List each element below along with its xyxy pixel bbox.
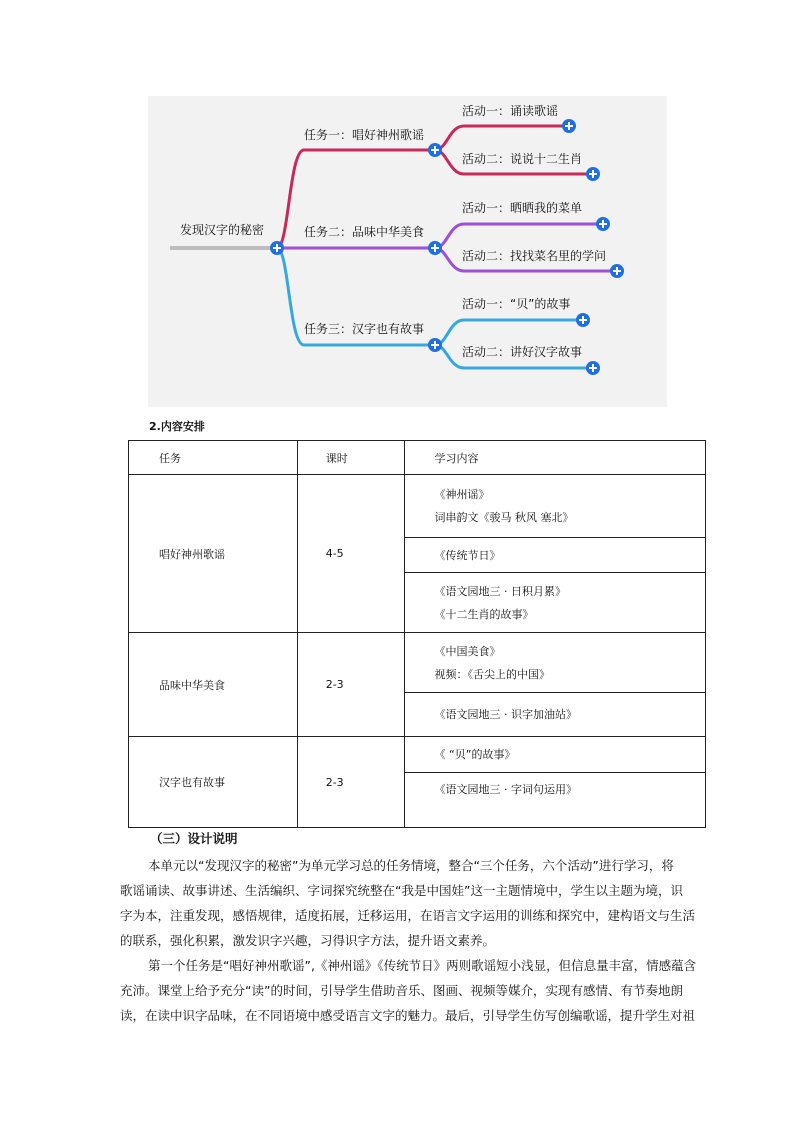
content-line: 《传统节日》: [434, 548, 501, 562]
content-cell: [404, 693, 705, 737]
design-paragraph-1: [120, 853, 696, 953]
paragraph-line: 的联系，强化积累，激发识字兴趣，习得识字方法，提升语文素养。: [120, 933, 496, 948]
content-line: 《中国美食》: [434, 644, 501, 658]
content-line: 《 “贝”的故事》: [434, 748, 516, 761]
activity-2-2-expand-icon: [610, 264, 624, 278]
hours-cell: 2-3: [297, 737, 404, 828]
activity-1-2-expand-icon: [586, 167, 600, 181]
task3-expand-icon: [428, 338, 442, 352]
task-cell: 汉字也有故事: [129, 737, 298, 828]
activity-1-1-expand-icon: [562, 119, 576, 133]
paragraph-line: 歌谣诵读、故事讲述、生活编织、字词探究统整在“我是中国娃”这一主题情境中，学生以主题为境，识: [120, 883, 683, 898]
task-3-node[interactable]: 任务三：汉字也有故事: [304, 322, 425, 336]
header-hours: 课时: [297, 441, 404, 475]
task-cell: 品味中华美食: [129, 633, 298, 737]
mind-map: [148, 96, 667, 407]
activity-3-1-node[interactable]: 活动一：“贝”的故事: [462, 297, 571, 311]
content-line: 《神州谣》: [434, 488, 490, 501]
hours-cell: 2-3: [297, 633, 404, 737]
activity-3-2-node[interactable]: 活动二：讲好汉字故事: [462, 345, 583, 359]
content-cell: [404, 633, 705, 693]
task-1-node[interactable]: 任务一：唱好神州歌谣: [304, 128, 425, 142]
content-cell: [404, 573, 705, 633]
content-cell: [404, 773, 705, 828]
header-content: 学习内容: [404, 441, 705, 475]
activity-1-2-node[interactable]: 活动二：说说十二生肖: [462, 152, 583, 166]
paragraph-line: 充沛。课堂上给予充分“读”的时间，引导学生借助音乐、图画、视频等媒介，实现有感情、有节奏地朗: [120, 983, 683, 998]
activity-2-1-node[interactable]: 活动一：晒晒我的菜单: [462, 201, 583, 215]
root-expand-icon: [270, 241, 284, 255]
content-line: 视频：《舌尖上的中国》: [434, 667, 551, 681]
design-paragraph-2: [120, 953, 697, 1028]
content-table: [128, 440, 706, 828]
table-row: [129, 737, 706, 773]
activity-3-1-expand-icon: [576, 313, 590, 327]
task1-expand-icon: [428, 143, 442, 157]
task-2-node[interactable]: 任务二：品味中华美食: [304, 225, 425, 239]
design-title: （三）设计说明: [150, 831, 238, 846]
content-line: 《语文园地三 · 字词句运用》: [434, 783, 578, 796]
activity-1-1-node[interactable]: 活动一：诵读歌谣: [462, 104, 559, 118]
hours-cell: 4-5: [297, 475, 404, 633]
content-cell: [404, 538, 705, 573]
content-line: 《十二生肖的故事》: [434, 607, 534, 621]
activity-2-1-expand-icon: [596, 217, 610, 231]
content-line: 《语文园地三 · 日积月累》: [434, 584, 567, 598]
paragraph-line: 本单元以“发现汉字的秘密”为单元学习总的任务情境，整合“三个任务，六个活动”进行学习，将: [148, 858, 674, 873]
table-row: [129, 633, 706, 693]
content-cell: [404, 737, 705, 773]
activity-3-2-expand-icon: [586, 361, 600, 375]
paragraph-line: 读，在读中识字品味，在不同语境中感受语言文字的魅力。最后，引导学生仿写创编歌谣，提升学生对祖: [120, 1008, 696, 1023]
paragraph-line: 字为本，注重发现，感悟规律，适度拓展，迁移运用，在语言文字运用的训练和探究中，建构语文与生活: [120, 908, 696, 923]
content-cell: [404, 475, 705, 538]
task2-expand-icon: [428, 241, 442, 255]
content-line: 《语文园地三 · 识字加油站》: [434, 708, 578, 721]
task-cell: 唱好神州歌谣: [129, 475, 298, 633]
content-line: 词串韵文《骏马 秋风 塞北》: [434, 511, 574, 524]
activity-2-2-node[interactable]: 活动二：找找菜名里的学问: [462, 249, 607, 263]
table-header-row: [129, 441, 706, 475]
mind-map-root[interactable]: 发现汉字的秘密: [180, 223, 265, 237]
header-task: 任务: [129, 441, 298, 475]
paragraph-line: 第一个任务是“唱好神州歌谣”,《神州谣》《传统节日》两则歌谣短小浅显，但信息量丰富，情感蕴含: [148, 958, 697, 973]
table-row: [129, 475, 706, 538]
section-label: 2.内容安排: [149, 420, 205, 433]
